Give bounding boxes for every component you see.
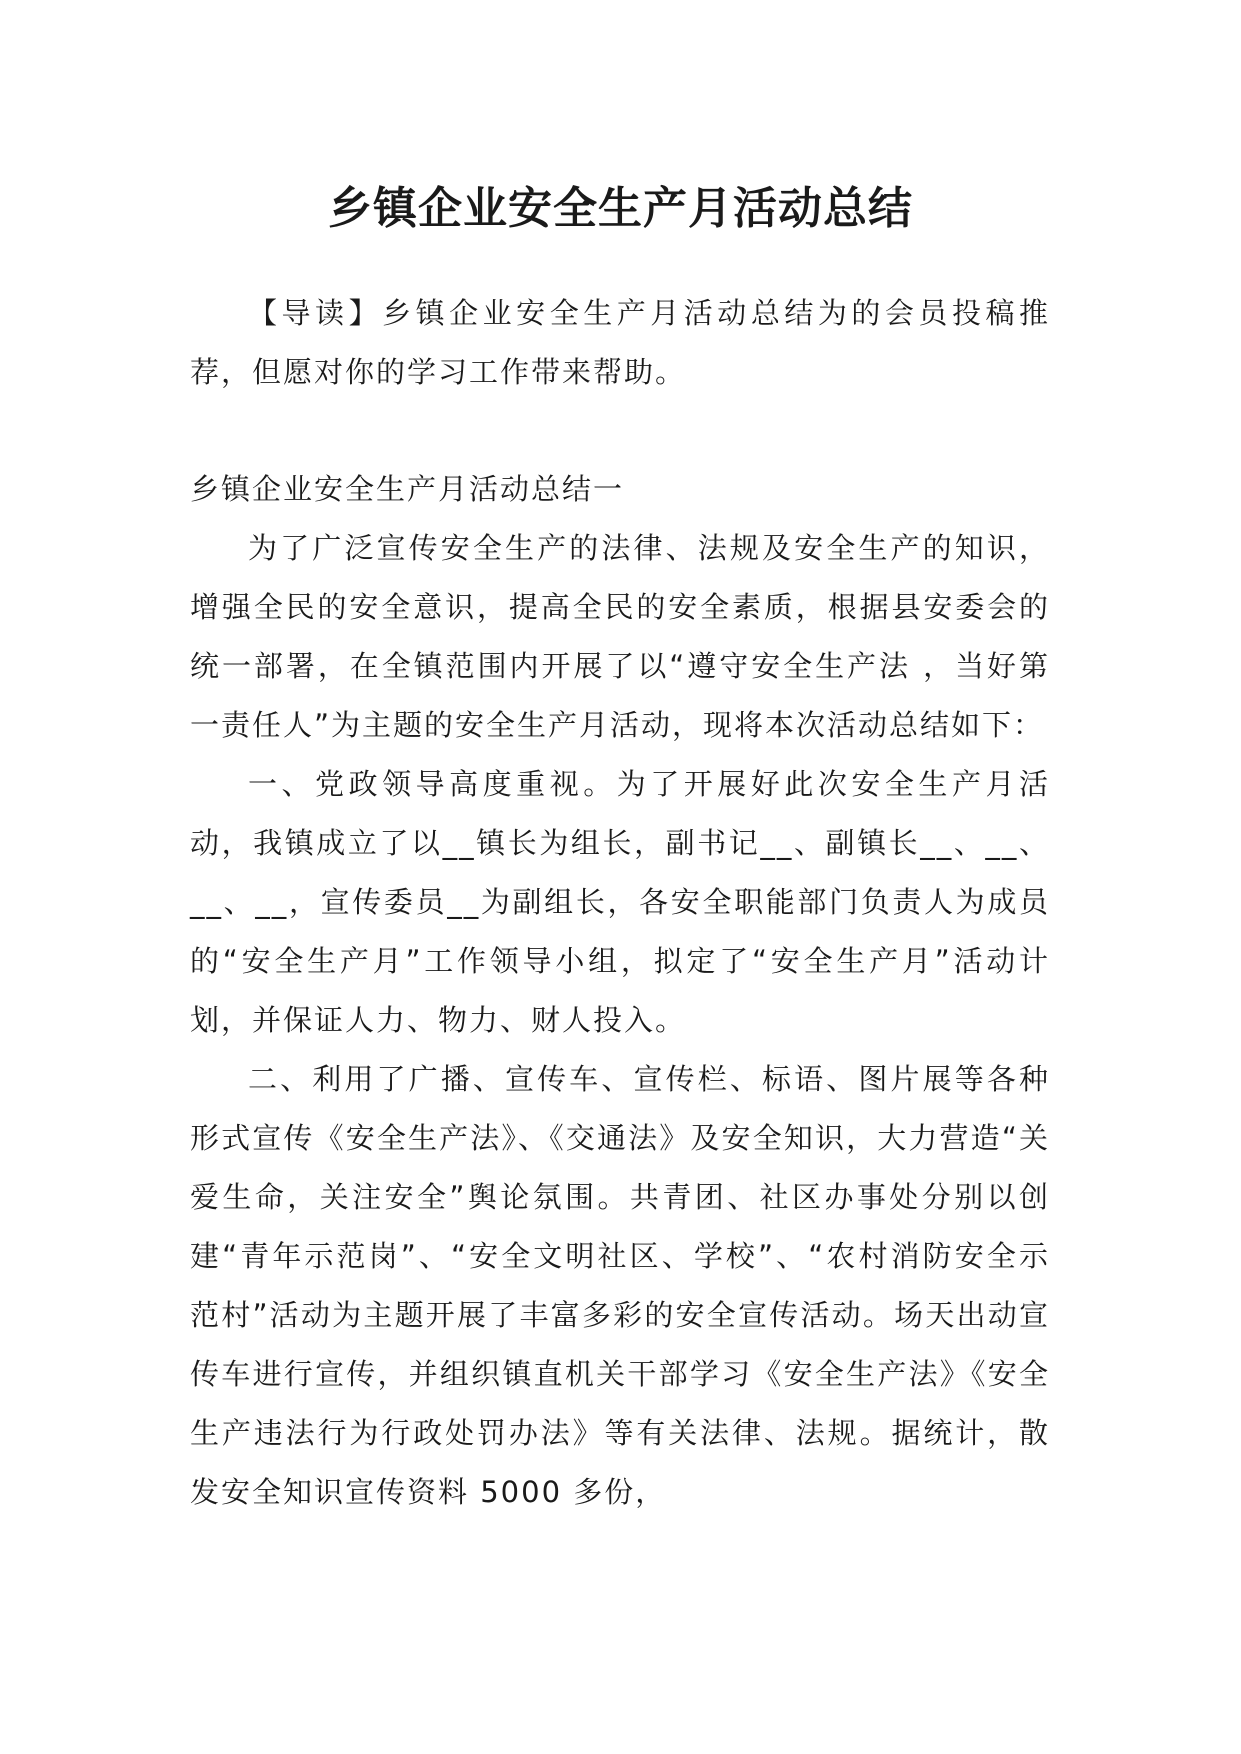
intro-block [190,284,1050,402]
intro-paragraph: 【导读】乡镇企业安全生产月活动总结为的会员投稿推荐，但愿对你的学习工作带来帮助。 [190,296,1050,389]
document-title: 乡镇企业安全生产月活动总结 [328,183,913,235]
paragraph-1: 为了广泛宣传安全生产的法律、法规及安全生产的知识，增强全民的安全意识，提高全民的安全素质，根据县安委会的统一部署，在全镇范围内开展了以“遵守安全生产法 ，当好第一责任人”为主题的安全生产月活动，现将本次活动总结如下： [190,531,1050,742]
paragraph-3: 二、利用了广播、宣传车、宣传栏、标语、图片展等各种形式宣传《安全生产法》、《交通法》及安全知识，大力营造“关爱生命，关注安全”舆论氛围。共青团、社区办事处分别以创建“青年示范岗”、“安全文明社区、学校”、“农村消防安全示范村”活动为主题开展了丰富多彩的安全宣传活动。场天出动宣传车进行宣传，并组织镇直机关干部学习《安全生产法》《安全生产违法行为行政处罚办法》等有关法律、法规。据统计，散发安全知识宣传资料 5000 多份， [190,1062,1050,1509]
paragraph-2: 一、党政领导高度重视。为了开展好此次安全生产月活动，我镇成立了以__镇长为组长，副书记__、副镇长__、__、__、__，宣传委员__为副组长，各安全职能部门负责人为成员的“安全生产月”工作领导小组，拟定了“安全生产月”活动计划，并保证人力、物力、财人投入。 [190,767,1050,1037]
section-title: 乡镇企业安全生产月活动总结一 [190,472,625,506]
main-content [190,460,1050,1522]
